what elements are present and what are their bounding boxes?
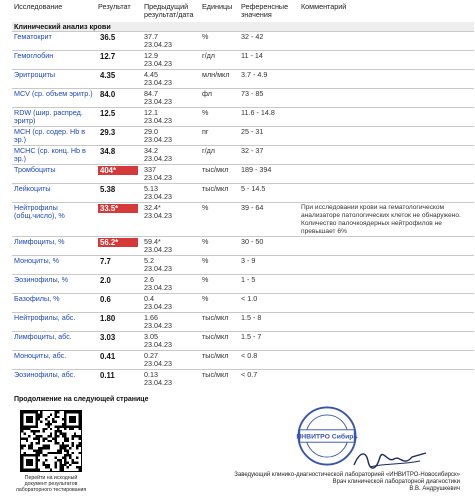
result-value: 4.35	[100, 71, 116, 80]
test-name[interactable]: Моноциты, %	[12, 256, 96, 275]
result-cell	[96, 237, 142, 256]
table-row	[12, 70, 474, 89]
result-value: 5.38	[100, 185, 116, 194]
test-name[interactable]: Моноциты, абс.	[12, 351, 96, 370]
reference-cell: 30 - 50	[239, 237, 299, 256]
comment-cell	[299, 70, 474, 89]
result-cell	[96, 32, 142, 51]
table-row	[12, 294, 474, 313]
previous-value: 5.2	[144, 256, 154, 265]
signature-icon	[350, 445, 430, 473]
previous-date: 23.04.23	[144, 245, 172, 254]
previous-date: 23.04.23	[144, 302, 172, 311]
test-name[interactable]: Гематокрит	[12, 32, 96, 51]
units-cell: г/дл	[200, 146, 239, 165]
reference-cell: < 0.8	[239, 351, 299, 370]
result-cell	[96, 332, 142, 351]
comment-cell	[299, 351, 474, 370]
result-value: 34.8	[100, 147, 116, 156]
units-cell: тыс/мкл	[200, 332, 239, 351]
test-name[interactable]: Эритроциты	[12, 70, 96, 89]
result-cell	[96, 51, 142, 70]
comment-cell	[299, 165, 474, 184]
previous-value: 337	[144, 165, 156, 174]
previous-cell	[142, 51, 200, 70]
previous-value: 0.4	[144, 294, 154, 303]
previous-value: 34.2	[144, 146, 158, 155]
result-value: 3.03	[100, 333, 116, 342]
previous-date: 23.04.23	[144, 40, 172, 49]
previous-cell	[142, 127, 200, 146]
table-row	[12, 332, 474, 351]
result-value: 1.80	[100, 314, 116, 323]
comment-cell	[299, 32, 474, 51]
result-cell	[96, 89, 142, 108]
table-row	[12, 32, 474, 51]
previous-date: 23.04.23	[144, 78, 172, 87]
previous-date: 23.04.23	[144, 264, 172, 273]
reference-cell: < 1.0	[239, 294, 299, 313]
test-name[interactable]: MCH (ср. содер. Hb в эр.)	[12, 127, 96, 146]
comment-cell	[299, 294, 474, 313]
previous-value: 4.45	[144, 70, 158, 79]
result-value: 36.5	[100, 33, 116, 42]
table-row	[12, 146, 474, 165]
test-name[interactable]: MCV (ср. объем эритр.)	[12, 89, 96, 108]
test-name[interactable]: Эозинофилы, абс.	[12, 370, 96, 389]
previous-date: 23.04.23	[144, 59, 172, 68]
result-cell	[96, 146, 142, 165]
comment-cell	[299, 51, 474, 70]
units-cell: тыс/мкл	[200, 184, 239, 203]
result-cell	[96, 294, 142, 313]
comment-cell	[299, 370, 474, 389]
reference-cell: 39 - 64	[239, 203, 299, 237]
previous-cell	[142, 313, 200, 332]
previous-cell	[142, 332, 200, 351]
previous-date: 23.04.23	[144, 154, 172, 163]
previous-cell	[142, 294, 200, 313]
header-previous: Предыдущий результат/дата	[144, 2, 194, 19]
units-cell: тыс/мкл	[200, 351, 239, 370]
previous-date: 23.04.23	[144, 192, 172, 201]
table-row	[12, 313, 474, 332]
units-cell: пг	[200, 127, 239, 146]
result-value: 0.6	[100, 295, 111, 304]
previous-value: 84.7	[144, 89, 158, 98]
previous-date: 23.04.23	[144, 135, 172, 144]
result-value: 12.7	[100, 52, 116, 61]
previous-date: 23.04.23	[144, 340, 172, 349]
comment-cell: При исследовании крови на гематологическом анализаторе патологических клеток не обнаружено. Количество палочкоядерных нейтрофилов не превышает 6%	[299, 203, 474, 237]
test-name[interactable]: Эозинофилы, %	[12, 275, 96, 294]
reference-cell: < 0.7	[239, 370, 299, 389]
result-value-flagged: 56.2*	[98, 238, 138, 247]
header-result: Результат	[98, 2, 131, 11]
table-row	[12, 184, 474, 203]
section-header-row	[12, 22, 474, 32]
signature-line-name: В.В. Андрушкевич	[409, 486, 460, 493]
units-cell: фл	[200, 89, 239, 108]
units-cell: тыс/мкл	[200, 370, 239, 389]
previous-date: 23.04.23	[144, 359, 172, 368]
result-value: 7.7	[100, 257, 111, 266]
previous-value: 12.9	[144, 51, 158, 60]
previous-cell	[142, 203, 200, 237]
units-cell: %	[200, 256, 239, 275]
previous-cell	[142, 165, 200, 184]
previous-value: 0.27	[144, 351, 158, 360]
reference-cell: 189 - 394	[239, 165, 299, 184]
previous-cell	[142, 184, 200, 203]
previous-cell	[142, 370, 200, 389]
units-cell: тыс/мкл	[200, 313, 239, 332]
previous-date: 23.04.23	[144, 97, 172, 106]
previous-cell	[142, 256, 200, 275]
previous-date: 23.04.23	[144, 116, 172, 125]
continue-note: Продолжение на следующей странице	[14, 396, 149, 403]
signature-line-title: Врач клинической лабораторной диагностики	[332, 479, 460, 486]
previous-value: 59.4*	[144, 237, 161, 246]
units-cell: %	[200, 203, 239, 237]
test-name[interactable]: Базофилы, %	[12, 294, 96, 313]
lab-stamp	[296, 405, 358, 467]
signature-line-position: Заведующий клинико-диагностической лабораторией «ИНВИТРО-Новосибирск»	[234, 472, 460, 478]
result-cell	[96, 127, 142, 146]
reference-cell: 11.6 - 14.8	[239, 108, 299, 127]
section-title: Клинический анализ крови	[12, 22, 474, 32]
result-cell	[96, 256, 142, 275]
test-name[interactable]: Гемоглобин	[12, 51, 96, 70]
test-name[interactable]: Лейкоциты	[12, 184, 96, 203]
result-cell	[96, 313, 142, 332]
stamp-text: ИНВИТРО Сибирь	[296, 433, 358, 441]
header-reference: Референсные значения	[241, 2, 289, 19]
reference-cell: 1.5 - 8	[239, 313, 299, 332]
previous-value: 0.13	[144, 370, 158, 379]
previous-cell	[142, 275, 200, 294]
reference-cell: 1.5 - 7	[239, 332, 299, 351]
reference-cell: 1 - 5	[239, 275, 299, 294]
comment-cell	[299, 256, 474, 275]
units-cell: %	[200, 108, 239, 127]
comment-cell	[299, 275, 474, 294]
previous-cell	[142, 351, 200, 370]
previous-cell	[142, 146, 200, 165]
result-value: 0.11	[100, 371, 115, 380]
result-value: 12.5	[100, 109, 116, 118]
reference-cell: 32 - 42	[239, 32, 299, 51]
previous-value: 3.05	[144, 332, 158, 341]
table-row	[12, 237, 474, 256]
comment-cell	[299, 332, 474, 351]
reference-cell: 11 - 14	[239, 51, 299, 70]
result-value: 29.3	[100, 128, 116, 137]
table-header-row	[12, 2, 474, 22]
table-row	[12, 108, 474, 127]
reference-cell: 25 - 31	[239, 127, 299, 146]
result-cell	[96, 351, 142, 370]
previous-cell	[142, 32, 200, 51]
qr-code[interactable]	[20, 410, 82, 472]
header-units: Единицы	[202, 2, 233, 11]
test-name[interactable]: RDW (шир. распред. эритр)	[12, 108, 96, 127]
units-cell: млн/мкл	[200, 70, 239, 89]
comment-cell	[299, 108, 474, 127]
table-row	[12, 165, 474, 184]
result-value: 84.0	[100, 90, 116, 99]
table-row	[12, 127, 474, 146]
units-cell: тыс/мкл	[200, 165, 239, 184]
units-cell: %	[200, 32, 239, 51]
previous-cell	[142, 108, 200, 127]
reference-cell: 32 - 37	[239, 146, 299, 165]
header-name: Исследование	[14, 2, 63, 11]
reference-cell: 3 - 9	[239, 256, 299, 275]
previous-value: 5.13	[144, 184, 158, 193]
table-row	[12, 256, 474, 275]
previous-cell	[142, 89, 200, 108]
units-cell: г/дл	[200, 51, 239, 70]
comment-cell	[299, 313, 474, 332]
previous-cell	[142, 237, 200, 256]
previous-date: 23.04.23	[144, 173, 172, 182]
previous-value: 12.1	[144, 108, 158, 117]
comment-cell	[299, 146, 474, 165]
result-cell	[96, 370, 142, 389]
header-comment: Комментарий	[301, 2, 347, 11]
reference-cell: 5 - 14.5	[239, 184, 299, 203]
previous-date: 23.04.23	[144, 283, 172, 292]
qr-caption: Перейти на исходный документ результатов лабораторного тестирования	[15, 475, 87, 493]
result-value: 0.41	[100, 352, 116, 361]
table-row	[12, 351, 474, 370]
previous-date: 23.04.23	[144, 321, 172, 330]
result-value-flagged: 33.5*	[98, 204, 138, 213]
units-cell: %	[200, 237, 239, 256]
result-value-flagged: 404*	[98, 166, 138, 175]
result-cell	[96, 203, 142, 237]
reference-cell: 3.7 - 4.9	[239, 70, 299, 89]
result-cell	[96, 108, 142, 127]
result-cell	[96, 70, 142, 89]
table-row	[12, 51, 474, 70]
table-row	[12, 275, 474, 294]
previous-date: 23.04.23	[144, 211, 172, 220]
test-name[interactable]: Лимфоциты, абс.	[12, 332, 96, 351]
previous-cell	[142, 70, 200, 89]
units-cell: %	[200, 275, 239, 294]
previous-date: 23.04.23	[144, 378, 172, 387]
results-table	[12, 2, 474, 388]
comment-cell	[299, 184, 474, 203]
previous-value: 32.4*	[144, 203, 161, 212]
result-value: 2.0	[100, 276, 111, 285]
previous-value: 1.66	[144, 313, 158, 322]
test-name[interactable]: Лимфоциты, %	[12, 237, 96, 256]
table-row	[12, 89, 474, 108]
test-name[interactable]: MCHC (ср. конц. Hb в эр.)	[12, 146, 96, 165]
units-cell: %	[200, 294, 239, 313]
result-cell	[96, 275, 142, 294]
test-name[interactable]: Нейтрофилы, абс.	[12, 313, 96, 332]
previous-value: 29.0	[144, 127, 158, 136]
previous-value: 37.7	[144, 32, 158, 41]
result-cell	[96, 184, 142, 203]
table-row	[12, 370, 474, 389]
comment-cell	[299, 237, 474, 256]
test-name[interactable]: Тромбоциты	[12, 165, 96, 184]
comment-cell	[299, 127, 474, 146]
test-name[interactable]: Нейтрофилы (общ.число), %	[12, 203, 96, 237]
previous-value: 2.6	[144, 275, 154, 284]
table-row	[12, 203, 474, 237]
reference-cell: 73 - 85	[239, 89, 299, 108]
comment-cell	[299, 89, 474, 108]
results-body	[12, 22, 474, 388]
signature-block	[215, 472, 460, 494]
result-cell	[96, 165, 142, 184]
